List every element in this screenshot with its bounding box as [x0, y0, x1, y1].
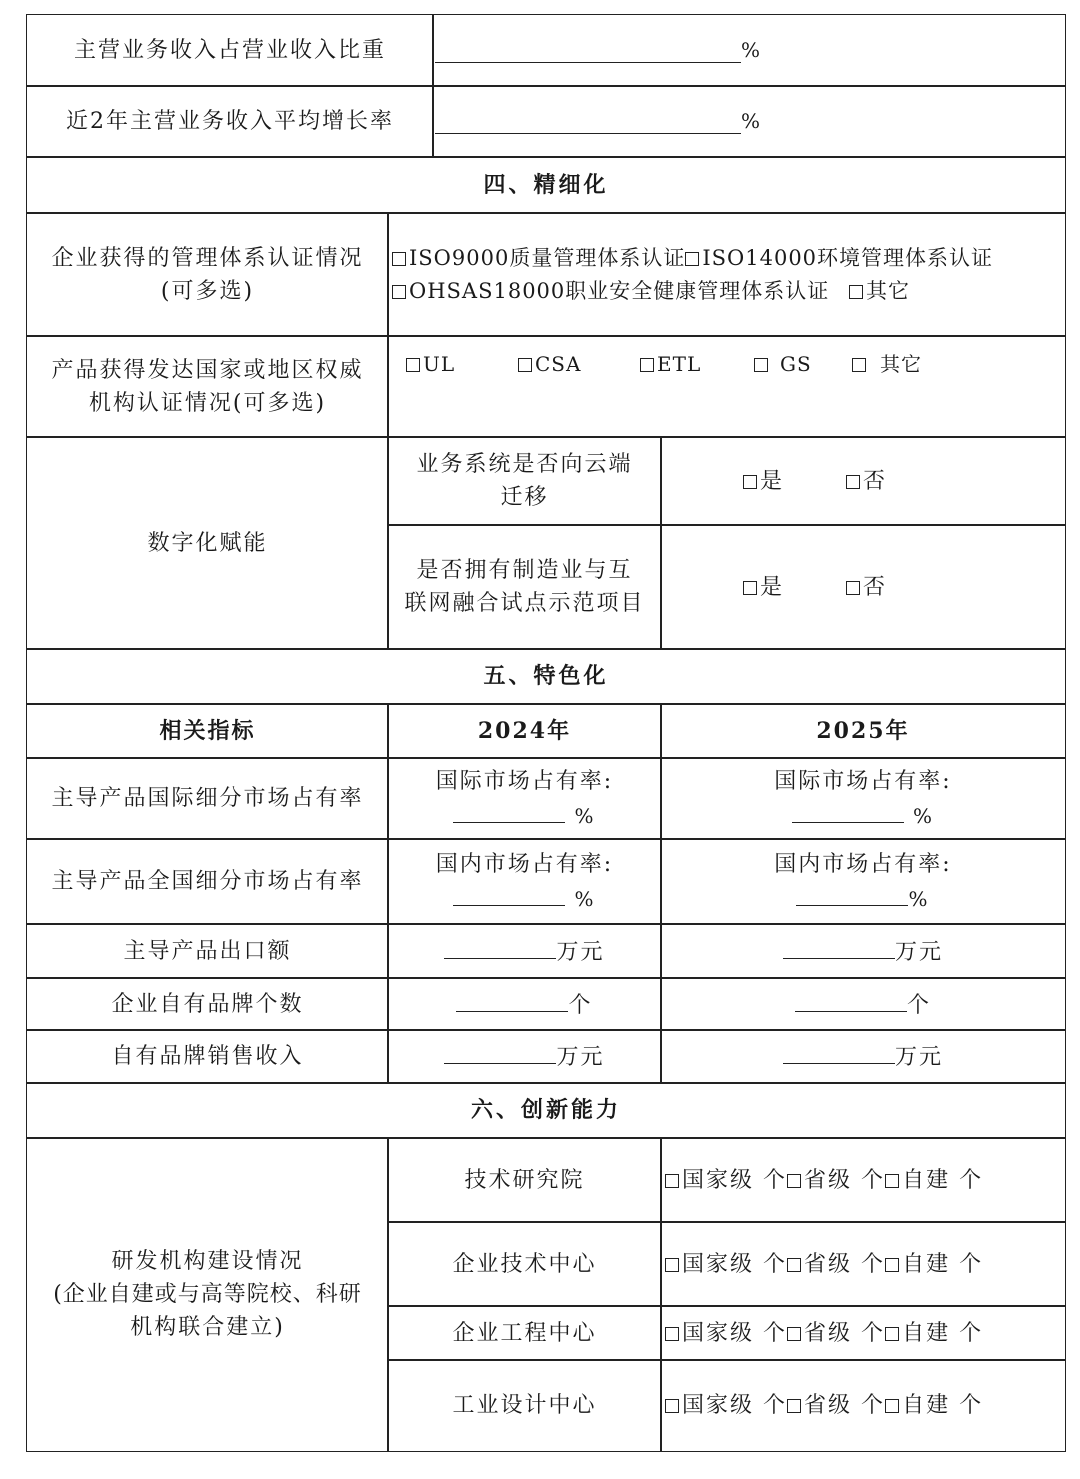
digital-q2-line1: 是否拥有制造业与互 — [416, 558, 633, 583]
brand-count-label-cell — [26, 977, 389, 1031]
section4-title-cell — [26, 156, 1066, 214]
income-ratio-value-cell — [432, 14, 1066, 87]
checkbox-icon[interactable] — [787, 1258, 801, 1272]
export-label-cell — [26, 923, 389, 979]
mgmt-cert-label-cell — [26, 212, 389, 337]
intl-share-label-cell — [26, 757, 389, 840]
mgmt-cert-options-cell — [387, 212, 1066, 337]
checkbox-icon[interactable] — [743, 581, 757, 595]
count-unit: 个 — [959, 1320, 984, 1346]
brand-sales-2025-unit: 万元 — [894, 1045, 943, 1070]
checkbox-icon[interactable] — [846, 581, 860, 595]
checkbox-icon[interactable] — [787, 1399, 801, 1413]
count-unit: 个 — [763, 1393, 788, 1418]
brand-sales-2024-input[interactable] — [444, 1039, 556, 1064]
institution-name: 企业技术中心 — [452, 1251, 597, 1277]
checkbox-icon[interactable] — [849, 285, 863, 299]
institution-name: 企业工程中心 — [452, 1320, 597, 1346]
header-2024-cell — [387, 703, 662, 759]
cert-option-other[interactable]: 其它 — [852, 348, 922, 381]
growth-rate-unit: % — [741, 109, 763, 133]
level-national-label: 国家级 — [682, 1251, 755, 1277]
level-national-label: 国家级 — [682, 1320, 755, 1346]
institution-level-cell — [660, 1305, 1066, 1361]
brand-count-label: 企业自有品牌个数 — [111, 991, 304, 1017]
digital-label-cell — [26, 436, 389, 650]
export-2024-cell — [387, 923, 662, 979]
export-label: 主导产品出口额 — [123, 938, 292, 964]
checkbox-icon[interactable] — [852, 358, 866, 372]
export-2024-unit: 万元 — [556, 939, 605, 965]
intl-share-2024-unit: % — [574, 803, 596, 828]
institution-name: 技术研究院 — [464, 1167, 585, 1193]
brand-sales-2024-unit: 万元 — [556, 1045, 605, 1070]
brand-count-2024-cell — [387, 977, 662, 1031]
digital-q1-line1: 业务系统是否向云端 — [416, 452, 633, 477]
digital-q2-line2: 联网融合试点示范项目 — [404, 591, 645, 616]
brand-count-2025-unit: 个 — [906, 992, 931, 1018]
section5-title-cell — [26, 648, 1066, 705]
level-national-label: 国家级 — [682, 1393, 755, 1418]
section6-title-cell — [26, 1082, 1066, 1139]
intl-share-2025-label: 国际市场占有率: — [774, 768, 952, 794]
institution-name-cell — [387, 1359, 662, 1452]
intl-share-2024-cell — [387, 757, 662, 840]
level-provincial-label: 省级 — [804, 1393, 853, 1418]
checkbox-icon[interactable] — [392, 285, 406, 299]
count-unit: 个 — [861, 1393, 886, 1418]
digital-q2-yes-option[interactable]: 是 — [743, 571, 784, 604]
checkbox-icon[interactable] — [885, 1327, 899, 1341]
income-ratio-label-cell — [26, 14, 434, 87]
checkbox-icon[interactable] — [665, 1258, 679, 1272]
checkbox-icon[interactable] — [665, 1327, 679, 1341]
brand-sales-2025-input[interactable] — [783, 1039, 895, 1064]
digital-q1-line2: 迁移 — [500, 485, 549, 510]
growth-rate-input[interactable] — [435, 109, 741, 134]
level-self-label: 自建 — [902, 1251, 951, 1277]
intl-share-2025-cell — [660, 757, 1066, 840]
institution-name-cell — [387, 1305, 662, 1361]
intl-share-2025-input[interactable] — [792, 798, 904, 823]
rd-label-line1: 研发机构建设情况 — [111, 1249, 304, 1274]
brand-sales-2025-cell — [660, 1029, 1066, 1084]
checkbox-icon[interactable] — [518, 358, 532, 372]
income-ratio-input[interactable] — [435, 38, 741, 63]
digital-q1-no-option[interactable]: 否 — [846, 465, 887, 498]
brand-count-2025-input[interactable] — [795, 987, 907, 1012]
domestic-share-2024-input[interactable] — [453, 881, 565, 906]
checkbox-icon[interactable] — [392, 252, 406, 266]
institution-name-cell — [387, 1221, 662, 1307]
intl-share-2024-input[interactable] — [453, 798, 565, 823]
digital-label: 数字化赋能 — [147, 530, 268, 556]
level-provincial-label: 省级 — [804, 1167, 853, 1193]
iso14000-option[interactable]: ISO14000环境管理体系认证 — [685, 246, 993, 270]
header-2025: 2025年 — [816, 717, 910, 744]
level-self-label: 自建 — [902, 1167, 951, 1193]
checkbox-icon[interactable] — [665, 1399, 679, 1413]
rd-label-line2: (企业自建或与高等院校、科研 — [53, 1282, 362, 1307]
brand-count-2024-input[interactable] — [456, 987, 568, 1012]
income-ratio-unit: % — [741, 38, 763, 62]
checkbox-icon[interactable] — [885, 1399, 899, 1413]
level-self-label: 自建 — [902, 1393, 951, 1418]
institution-level-cell — [660, 1359, 1066, 1452]
export-2025-cell — [660, 923, 1066, 979]
brand-sales-2024-cell — [387, 1029, 662, 1084]
section6-title: 六、创新能力 — [470, 1097, 621, 1123]
domestic-share-2025-unit: % — [908, 886, 930, 911]
count-unit: 个 — [861, 1251, 886, 1277]
income-ratio-label: 主营业务收入占营业收入比重 — [73, 38, 386, 63]
growth-rate-value-cell — [432, 85, 1066, 158]
institution-name: 工业设计中心 — [452, 1393, 597, 1418]
checkbox-icon[interactable] — [754, 358, 768, 372]
mgmt-cert-label-line1: 企业获得的管理体系认证情况 — [51, 245, 364, 271]
checkbox-icon[interactable] — [787, 1174, 801, 1188]
rd-label-line3: 机构联合建立) — [130, 1315, 285, 1340]
section5-title: 五、特色化 — [483, 663, 609, 689]
count-unit: 个 — [763, 1251, 788, 1277]
digital-q2-no-option[interactable]: 否 — [846, 571, 887, 604]
count-unit: 个 — [763, 1320, 788, 1346]
checkbox-icon[interactable] — [885, 1174, 899, 1188]
header-indicator-cell — [26, 703, 389, 759]
count-unit: 个 — [861, 1320, 886, 1346]
checkbox-icon[interactable] — [743, 475, 757, 489]
checkbox-icon[interactable] — [846, 475, 860, 489]
digital-q2-cell — [387, 524, 662, 650]
level-national-label: 国家级 — [682, 1167, 755, 1193]
institution-level-cell — [660, 1137, 1066, 1223]
growth-rate-label: 近2年主营业务收入平均增长率 — [66, 109, 394, 134]
export-2025-input[interactable] — [783, 934, 895, 959]
digital-q1-yes-option[interactable]: 是 — [743, 465, 784, 498]
domestic-share-2024-cell — [387, 838, 662, 925]
count-unit: 个 — [959, 1167, 984, 1193]
checkbox-icon[interactable] — [787, 1327, 801, 1341]
export-2025-unit: 万元 — [894, 939, 943, 965]
rd-label-cell — [26, 1137, 389, 1452]
domestic-share-2025-cell — [660, 838, 1066, 925]
checkbox-icon[interactable] — [406, 358, 420, 372]
header-indicator: 相关指标 — [159, 717, 256, 744]
ohsas18000-option[interactable]: OHSAS18000职业安全健康管理体系认证 — [392, 279, 829, 303]
export-2024-input[interactable] — [444, 934, 556, 959]
count-unit: 个 — [959, 1251, 984, 1277]
digital-q1-cell — [387, 436, 662, 526]
brand-count-2025-cell — [660, 977, 1066, 1031]
brand-sales-label-cell — [26, 1029, 389, 1084]
checkbox-icon[interactable] — [665, 1174, 679, 1188]
domestic-share-2024-unit: % — [574, 886, 596, 911]
intl-share-2025-unit: % — [912, 803, 934, 828]
digital-q2-answer-cell — [660, 524, 1066, 650]
level-self-label: 自建 — [902, 1320, 951, 1346]
count-unit: 个 — [763, 1167, 788, 1193]
product-cert-label-cell — [26, 335, 389, 438]
growth-rate-label-cell — [26, 85, 434, 158]
section4-title: 四、精细化 — [483, 171, 609, 198]
product-cert-label-line2: 机构认证情况(可多选) — [88, 390, 327, 416]
checkbox-icon[interactable] — [640, 358, 654, 372]
count-unit: 个 — [959, 1393, 984, 1418]
intl-share-label: 主导产品国际细分市场占有率 — [51, 786, 364, 811]
header-2025-cell — [660, 703, 1066, 759]
cert-option-gs[interactable]: GS — [754, 348, 812, 381]
cert-option-etl[interactable]: ETL — [640, 348, 701, 381]
checkbox-icon[interactable] — [885, 1258, 899, 1272]
domestic-share-2025-label: 国内市场占有率: — [774, 851, 952, 877]
mgmt-other-option[interactable]: 其它 — [849, 279, 910, 303]
domestic-share-2024-label: 国内市场占有率: — [435, 851, 614, 877]
brand-count-2024-unit: 个 — [568, 992, 593, 1018]
institution-name-cell — [387, 1137, 662, 1223]
institution-level-cell — [660, 1221, 1066, 1307]
cert-option-ul[interactable]: UL — [406, 348, 455, 381]
checkbox-icon[interactable] — [685, 252, 699, 266]
domestic-share-2025-input[interactable] — [796, 881, 908, 906]
brand-sales-label: 自有品牌销售收入 — [111, 1044, 304, 1069]
header-2024: 2024年 — [477, 717, 572, 744]
count-unit: 个 — [861, 1167, 886, 1193]
domestic-share-label: 主导产品全国细分市场占有率 — [51, 869, 364, 894]
product-cert-label-line1: 产品获得发达国家或地区权威 — [51, 357, 364, 383]
product-cert-options-cell — [387, 335, 1066, 438]
level-provincial-label: 省级 — [804, 1320, 853, 1346]
cert-option-csa[interactable]: CSA — [518, 348, 581, 381]
iso9000-option[interactable]: ISO9000质量管理体系认证 — [392, 246, 685, 270]
level-provincial-label: 省级 — [804, 1251, 853, 1277]
mgmt-cert-label-line2: (可多选) — [160, 278, 255, 304]
digital-q1-answer-cell — [660, 436, 1066, 526]
intl-share-2024-label: 国际市场占有率: — [435, 768, 614, 794]
domestic-share-label-cell — [26, 838, 389, 925]
